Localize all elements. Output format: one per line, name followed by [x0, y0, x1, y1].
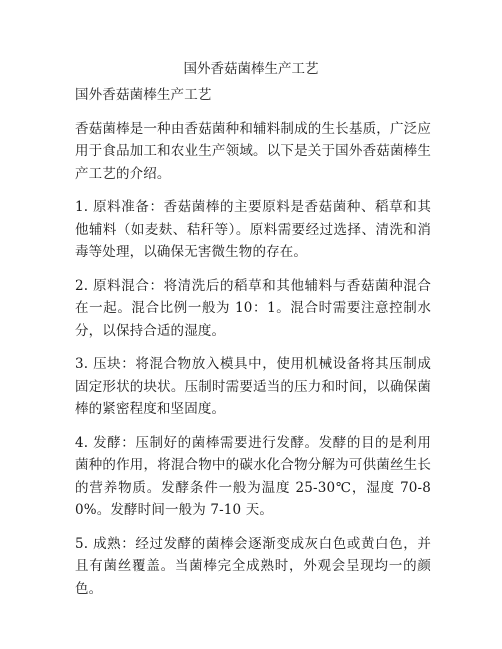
step-2-paragraph: 2. 原料混合：将清洗后的稻草和其他辅料与香菇菌种混合在一起。混合比例一般为 10：1。混合时需要注意控制水分，以保持合适的湿度。 — [75, 277, 431, 339]
step-5-paragraph: 5. 成熟：经过发酵的菌棒会逐渐变成灰白色或黄白色，并且有菌丝覆盖。当菌棒完全成熟时，外观会呈现均一的颜色。 — [75, 535, 431, 597]
intro-paragraph: 香菇菌棒是一种由香菇菌种和辅料制成的生长基质，广泛应用于食品加工和农业生产领域。以下是关于国外香菇菌棒生产工艺的介绍。 — [75, 120, 431, 182]
step-1-paragraph: 1. 原料准备：香菇菌棒的主要原料是香菇菌种、稻草和其他辅料（如麦麸、秸秆等）。原料需要经过选择、清洗和消毒等处理，以确保无害微生物的存在。 — [75, 199, 431, 260]
document-title: 国外香菇菌棒生产工艺 — [183, 61, 319, 77]
step-3-paragraph: 3. 压块：将混合物放入模具中，使用机械设备将其压制成固定形状的块状。压制时需要适当的压力和时间，以确保菌棒的紧密程度和坚固度。 — [75, 356, 431, 417]
step-4-paragraph: 4. 发酵：压制好的菌棒需要进行发酵。发酵的目的是利用菌种的作用，将混合物中的碳水化合物分解为可供菌丝生长的营养物质。发酵条件一般为温度 25-30℃，湿度 70-80%。发酵时间一般为 7-10 天。 — [75, 434, 431, 518]
document-subtitle: 国外香菇菌棒生产工艺 — [75, 87, 212, 103]
document-body — [75, 84, 431, 611]
